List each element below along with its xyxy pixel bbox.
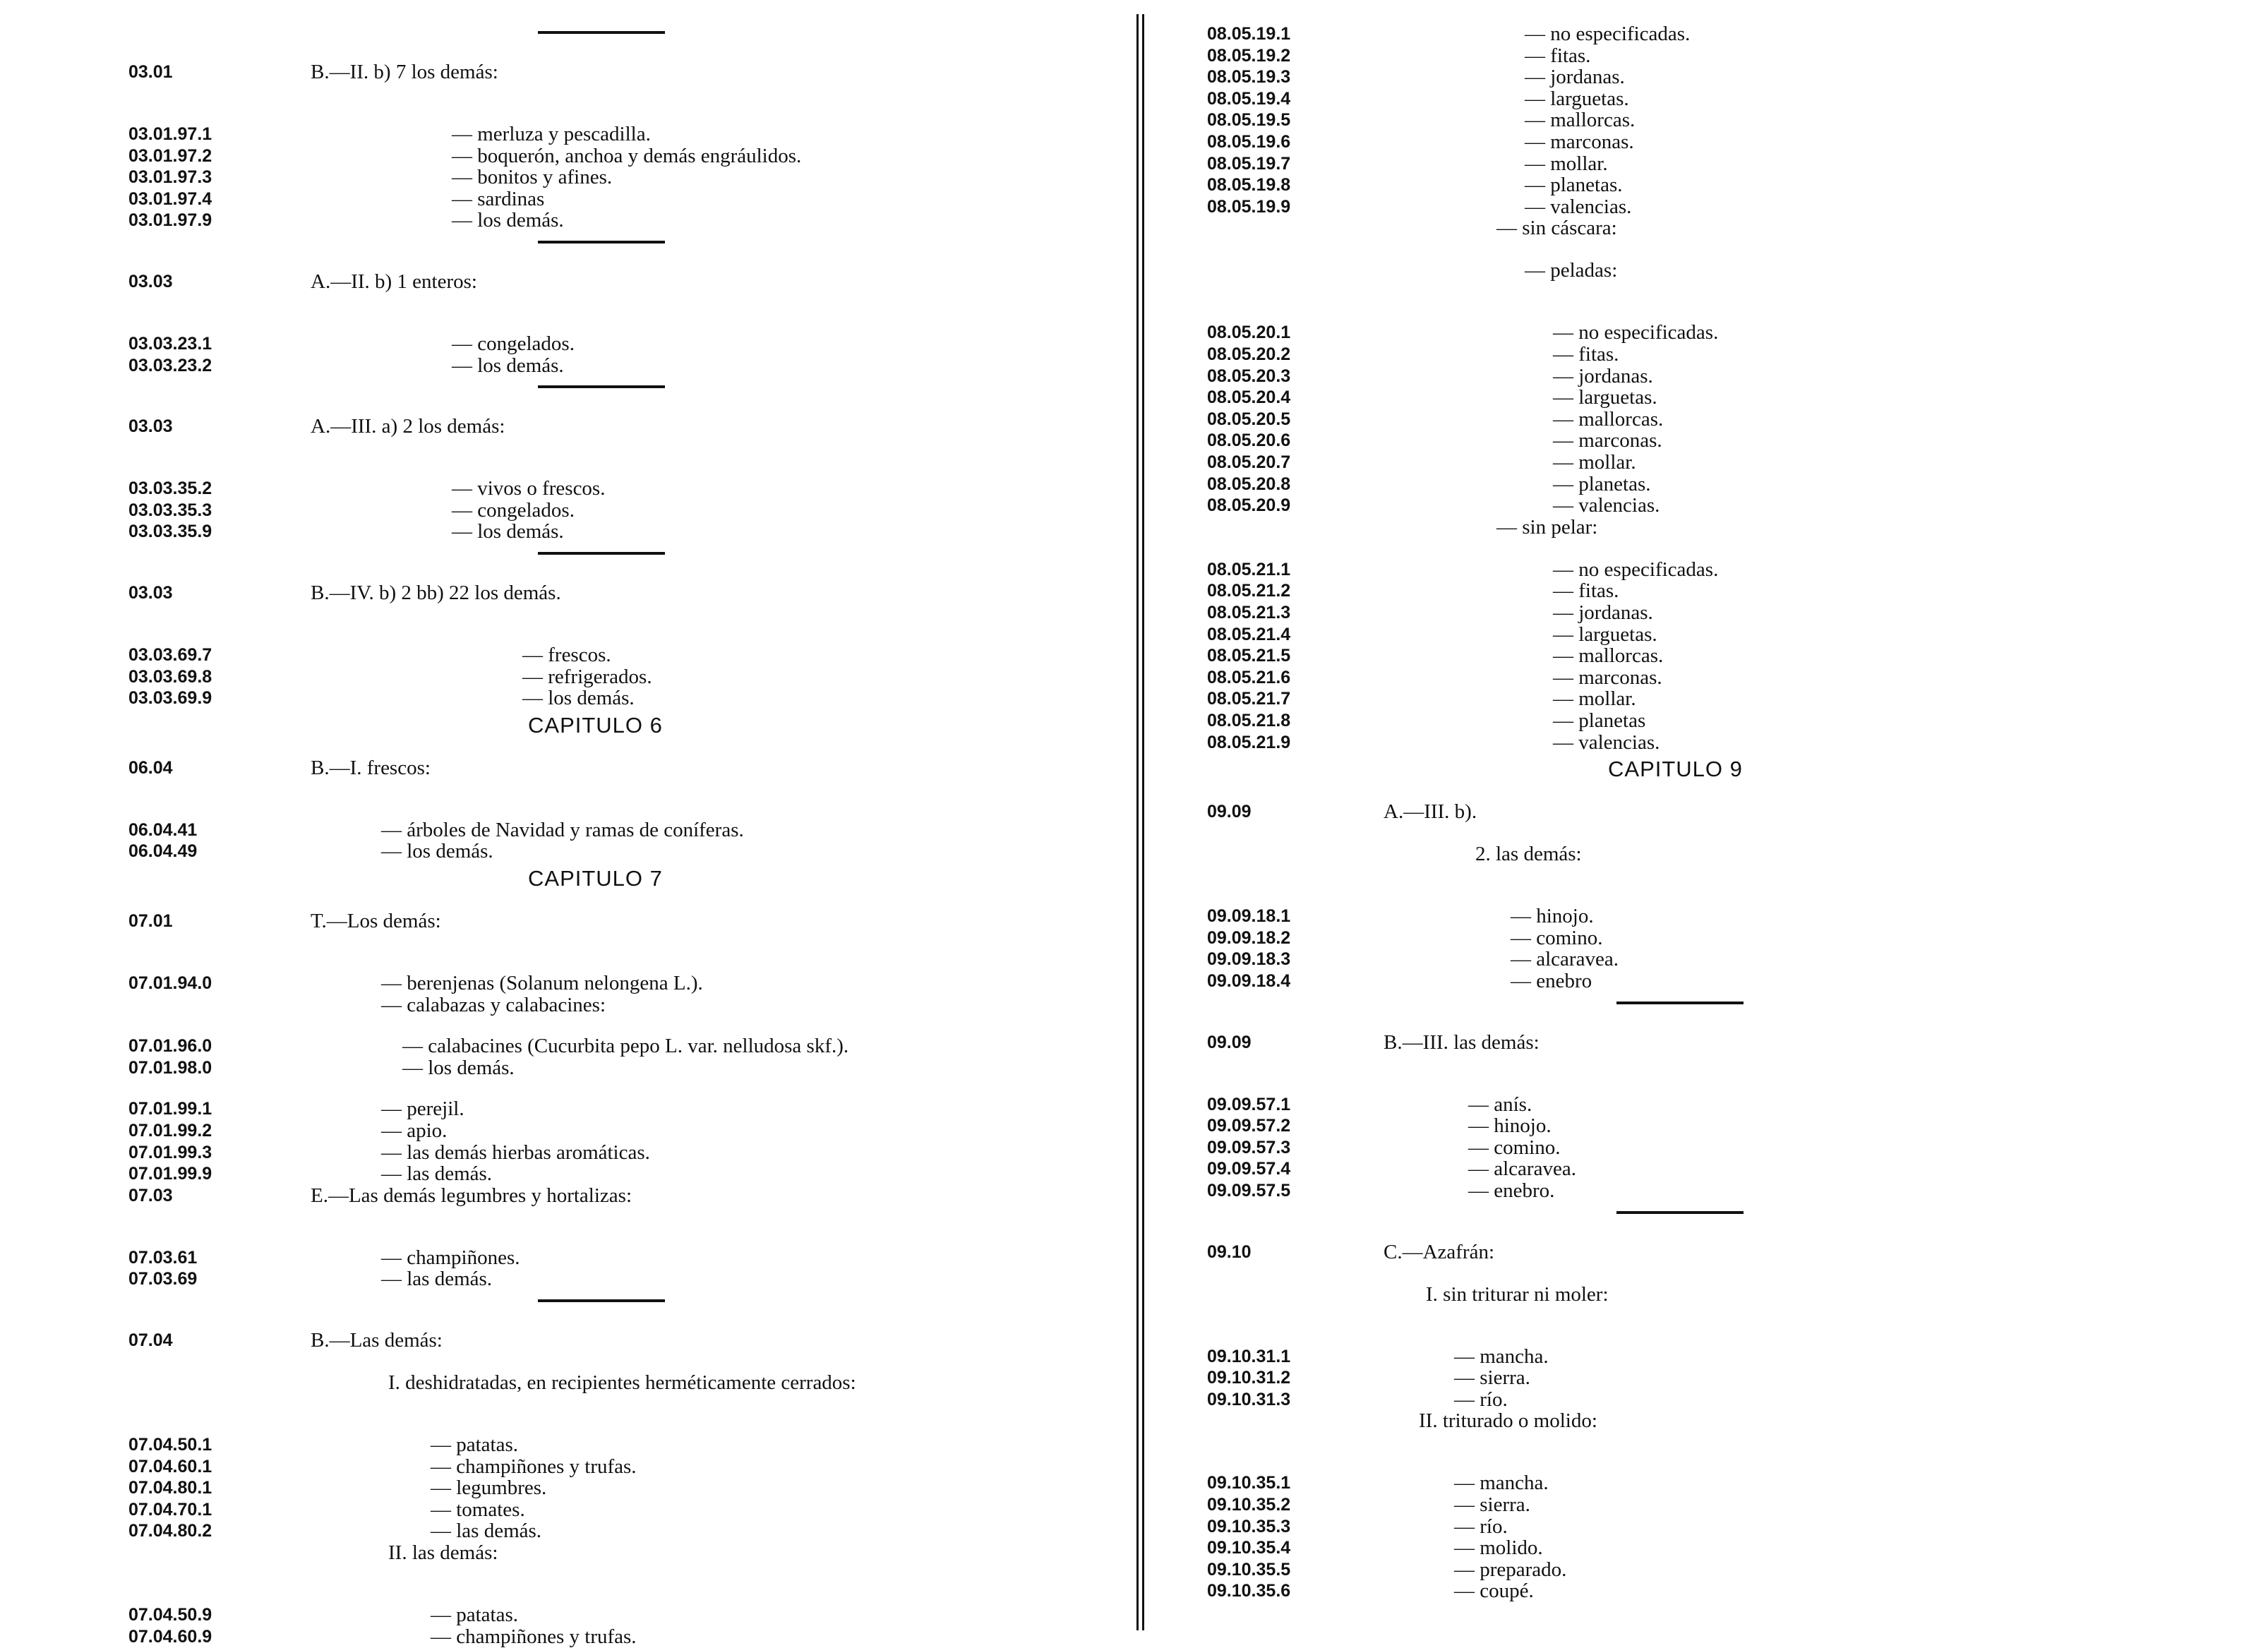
section-heading-text: E.—Las demás legumbres y hortalizas: (311, 1184, 632, 1207)
tariff-description: — los demás. (452, 520, 564, 543)
tariff-line (0, 209, 1129, 231)
tariff-line (1158, 1345, 2268, 1368)
tariff-line (0, 819, 1129, 841)
section-heading-text: T.—Los demás: (311, 910, 441, 932)
tariff-code: 09.09 (1207, 802, 1252, 822)
tariff-code: 03.03.69.7 (128, 645, 212, 665)
tariff-description: — los demás. (522, 687, 635, 710)
tariff-code: 03.01 (128, 62, 173, 82)
tariff-description: — preparado. (1454, 1558, 1567, 1581)
tariff-line (0, 994, 1129, 1016)
tariff-description: — comino. (1511, 926, 1603, 949)
tariff-line (0, 840, 1129, 862)
tariff-code: 09.10.35.1 (1207, 1473, 1291, 1493)
tariff-description: — los demás. (452, 354, 564, 377)
tariff-description: — planetas (1553, 709, 1646, 732)
chapter-heading: CAPITULO 9 (1608, 757, 1743, 782)
tariff-code: 07.04.60.1 (128, 1456, 212, 1476)
section-divider (1616, 1002, 1744, 1004)
tariff-description: — comino. (1468, 1136, 1561, 1159)
tariff-description: — legumbres. (431, 1476, 547, 1500)
tariff-description: — larguetas. (1553, 622, 1657, 646)
section-heading-text: B.—II. b) 7 los demás: (311, 61, 498, 83)
tariff-description: — los demás. (402, 1056, 515, 1079)
tariff-line (0, 1035, 1129, 1057)
tariff-code: 09.09.18.1 (1207, 906, 1291, 927)
tariff-description: — mollar. (1553, 687, 1636, 711)
tariff-code: 07.04 (128, 1330, 173, 1350)
tariff-line (1158, 365, 2268, 387)
chapter-heading: CAPITULO 7 (528, 866, 663, 891)
tariff-line (1158, 1179, 2268, 1202)
tariff-code: 09.10.31.2 (1207, 1368, 1291, 1388)
tariff-code: 03.01.97.1 (128, 124, 212, 144)
tariff-line (1158, 601, 2268, 624)
tariff-code: 03.01.97.3 (128, 167, 212, 188)
tariff-code: 08.05.20.1 (1207, 323, 1291, 343)
tariff-code: 08.05.20.9 (1207, 495, 1291, 516)
tariff-description: — larguetas. (1525, 87, 1629, 110)
tariff-line (1158, 429, 2268, 452)
tariff-description: — sierra. (1454, 1366, 1530, 1390)
tariff-line (1158, 1558, 2268, 1581)
tariff-description: — río. (1454, 1515, 1508, 1538)
tariff-code: 09.10.35.4 (1207, 1538, 1291, 1558)
tariff-code: 08.05.19.1 (1207, 24, 1291, 44)
tariff-code: 09.10.35.6 (1207, 1581, 1291, 1601)
tariff-line (1158, 473, 2268, 495)
tariff-code: 09.10.35.2 (1207, 1495, 1291, 1515)
tariff-code: 07.01.99.2 (128, 1121, 212, 1141)
tariff-code: 08.05.21.6 (1207, 667, 1291, 687)
tariff-description: — jordanas. (1553, 364, 1653, 387)
tariff-code: 08.05.19.2 (1207, 45, 1291, 66)
tariff-line (1158, 1093, 2268, 1116)
tariff-code: 03.01.97.9 (128, 210, 212, 231)
section-heading (0, 582, 1129, 604)
tariff-line (1158, 343, 2268, 366)
tariff-line (0, 354, 1129, 377)
tariff-line (1158, 1580, 2268, 1602)
tariff-description: — merluza y pescadilla. (452, 123, 651, 145)
tariff-line (1158, 709, 2268, 732)
tariff-code: 08.05.21.4 (1207, 624, 1291, 644)
tariff-description: — vivos o frescos. (452, 477, 606, 500)
tariff-description: — las demás. (381, 1162, 493, 1186)
tariff-code: 08.05.20.7 (1207, 452, 1291, 472)
tariff-line (1158, 1536, 2268, 1559)
tariff-line (0, 1162, 1129, 1185)
subsection-heading-text: I. sin triturar ni moler: (1426, 1282, 1609, 1306)
section-heading-text: B.—I. frescos: (311, 756, 431, 779)
tariff-code: 07.04.80.2 (128, 1521, 212, 1541)
tariff-description: — jordanas. (1525, 66, 1625, 89)
tariff-description: — calabacines (Cucurbita pepo L. var. nelludosa skf.). (402, 1035, 849, 1058)
tariff-code: 09.09.57.2 (1207, 1116, 1291, 1136)
tariff-code: 09.09.18.3 (1207, 949, 1291, 970)
subsection-heading-text: — peladas: (1525, 259, 1618, 282)
tariff-line (1158, 731, 2268, 754)
tariff-line (0, 1057, 1129, 1079)
tariff-description: — mallorcas. (1525, 109, 1636, 132)
tariff-description: — sierra. (1454, 1493, 1530, 1516)
subsection-heading-text: — sin cáscara: (1496, 217, 1617, 240)
tariff-line (0, 1604, 1129, 1626)
tariff-description: — fitas. (1525, 44, 1591, 67)
tariff-code: 08.05.20.6 (1207, 431, 1291, 451)
tariff-code: 07.03.69 (128, 1269, 198, 1289)
tariff-line (1158, 174, 2268, 196)
tariff-code: 08.05.21.2 (1207, 581, 1291, 601)
section-heading (1158, 800, 2268, 823)
tariff-line (1158, 666, 2268, 689)
tariff-code: 08.05.19.5 (1207, 110, 1291, 131)
section-heading (0, 757, 1129, 779)
subsection-heading-text: I. deshidratadas, en recipientes herméticamente cerrados: (388, 1371, 856, 1394)
subsection-heading (0, 1371, 1129, 1394)
tariff-line (1158, 948, 2268, 970)
tariff-code: 08.05.20.5 (1207, 409, 1291, 429)
tariff-description: — bonitos y afines. (452, 166, 613, 189)
tariff-description: — valencias. (1553, 730, 1660, 754)
section-heading-text: A.—III. a) 2 los demás: (311, 415, 505, 438)
section-divider (538, 241, 665, 243)
section-heading (0, 1329, 1129, 1352)
subsection-heading (1158, 1409, 2268, 1432)
tariff-description: — mallorcas. (1553, 644, 1664, 668)
tariff-description: — no especificadas. (1553, 321, 1719, 344)
tariff-code: 03.03 (128, 583, 173, 603)
tariff-code: 07.03 (128, 1185, 173, 1205)
tariff-description: — valencias. (1525, 195, 1632, 218)
tariff-description: — alcaravea. (1468, 1157, 1576, 1181)
tariff-code: 08.05.19.3 (1207, 67, 1291, 88)
tariff-description: — los demás. (452, 209, 564, 232)
tariff-code: 08.05.20.4 (1207, 387, 1291, 408)
tariff-description: — anís. (1468, 1093, 1532, 1116)
section-heading (0, 270, 1129, 293)
tariff-line (0, 1520, 1129, 1542)
tariff-line (0, 123, 1129, 145)
tariff-description: — los demás. (381, 840, 493, 863)
tariff-line (1158, 1515, 2268, 1538)
tariff-description: — las demás. (381, 1268, 493, 1291)
subsection-heading (0, 1541, 1129, 1564)
tariff-line (1158, 131, 2268, 153)
tariff-description: — las demás hierbas aromáticas. (381, 1141, 650, 1164)
tariff-line (0, 477, 1129, 500)
tariff-line (1158, 558, 2268, 581)
tariff-line (1158, 152, 2268, 175)
section-heading (1158, 1031, 2268, 1054)
tariff-line (1158, 1493, 2268, 1516)
tariff-code: 06.04.49 (128, 841, 198, 862)
tariff-description: — champiñones y trufas. (431, 1625, 637, 1648)
tariff-code: 07.01 (128, 911, 173, 931)
tariff-line (1158, 623, 2268, 646)
tariff-description: — hinojo. (1511, 905, 1594, 928)
tariff-code: 09.09.57.5 (1207, 1181, 1291, 1201)
subsection-heading (1158, 1283, 2268, 1306)
tariff-code: 09.10.35.5 (1207, 1559, 1291, 1580)
section-heading-text: A.—II. b) 1 enteros: (311, 270, 477, 293)
subsection-heading-text: II. triturado o molido: (1419, 1409, 1597, 1433)
tariff-code: 07.01.94.0 (128, 973, 212, 993)
tariff-description: — coupé. (1454, 1580, 1534, 1603)
subsection-heading (1158, 217, 2268, 239)
subsection-heading (1158, 843, 2268, 865)
tariff-line (0, 1455, 1129, 1478)
section-heading (0, 61, 1129, 83)
subsection-heading-text: — sin pelar: (1496, 515, 1598, 539)
chapter-heading: CAPITULO 6 (528, 712, 663, 738)
tariff-line (1158, 1114, 2268, 1137)
tariff-description: — río. (1454, 1388, 1508, 1411)
tariff-code: 09.09 (1207, 1032, 1252, 1052)
tariff-code: 03.03.35.3 (128, 500, 212, 520)
tariff-code: 07.01.96.0 (128, 1036, 212, 1057)
tariff-code: 03.03.69.9 (128, 688, 212, 709)
tariff-description: — perejil. (381, 1097, 464, 1121)
tariff-line (1158, 1388, 2268, 1411)
tariff-code: 07.01.99.1 (128, 1099, 212, 1119)
tariff-line (0, 332, 1129, 355)
subsection-heading (1158, 516, 2268, 539)
tariff-description: — boquerón, anchoa y demás engráulidos. (452, 144, 802, 167)
tariff-line (0, 188, 1129, 210)
section-divider (538, 552, 665, 555)
tariff-code: 03.03 (128, 272, 173, 291)
subsection-heading-text: II. las demás: (388, 1541, 498, 1564)
tariff-code: 09.09.18.2 (1207, 927, 1291, 948)
tariff-description: — enebro. (1468, 1179, 1555, 1202)
tariff-description: — berenjenas (Solanum nelongena L.). (381, 972, 703, 994)
tariff-line (1158, 109, 2268, 131)
tariff-code: 06.04.41 (128, 819, 198, 840)
tariff-code: 08.05.21.5 (1207, 646, 1291, 666)
section-heading-text: B.—III. las demás: (1384, 1030, 1540, 1054)
tariff-description: — valencias. (1553, 494, 1660, 517)
tariff-description: — champiñones. (381, 1246, 520, 1269)
tariff-code: 09.09.57.3 (1207, 1137, 1291, 1157)
tariff-line (1158, 196, 2268, 218)
tariff-code: 08.05.21.3 (1207, 603, 1291, 622)
tariff-code: 07.01.98.0 (128, 1057, 212, 1078)
tariff-description: — refrigerados. (522, 665, 652, 688)
tariff-description: — mancha. (1454, 1345, 1549, 1368)
tariff-description: — jordanas. (1553, 601, 1653, 624)
tariff-line (0, 666, 1129, 688)
tariff-description: — patatas. (431, 1604, 519, 1626)
tariff-code: 08.05.19.8 (1207, 175, 1291, 196)
tariff-description: — no especificadas. (1525, 23, 1691, 45)
tariff-description: — las demás. (431, 1520, 542, 1543)
tariff-line (1158, 927, 2268, 949)
tariff-description: — congelados. (452, 498, 575, 522)
tariff-description: — tomates. (431, 1498, 525, 1521)
section-divider (538, 1299, 665, 1302)
tariff-description: — marconas. (1553, 429, 1662, 452)
tariff-code: 07.03.61 (128, 1247, 198, 1268)
tariff-line (1158, 66, 2268, 88)
tariff-code: 09.10.31.1 (1207, 1346, 1291, 1366)
tariff-line (1158, 88, 2268, 110)
tariff-description: — congelados. (452, 332, 575, 355)
tariff-line (0, 644, 1129, 666)
tariff-code: 08.05.19.9 (1207, 196, 1291, 217)
tariff-code: 08.05.19.6 (1207, 132, 1291, 152)
tariff-description: — apio. (381, 1119, 448, 1142)
tariff-description: — marconas. (1525, 131, 1634, 153)
tariff-code: 09.09.18.4 (1207, 971, 1291, 991)
tariff-description: — champiñones y trufas. (431, 1455, 637, 1478)
tariff-line (1158, 644, 2268, 667)
tariff-code: 08.05.20.8 (1207, 474, 1291, 494)
tariff-line (1158, 970, 2268, 992)
section-heading-text: C.—Azafrán: (1384, 1240, 1495, 1263)
tariff-description: — frescos. (522, 644, 611, 666)
tariff-description: — calabazas y calabacines: (381, 993, 606, 1016)
subsection-heading-text: 2. las demás: (1475, 843, 1582, 866)
tariff-code: 08.05.20.2 (1207, 344, 1291, 364)
tariff-code: 09.09.57.4 (1207, 1159, 1291, 1179)
tariff-code: 08.05.21.1 (1207, 559, 1291, 579)
tariff-line (0, 1476, 1129, 1499)
tariff-description: — alcaravea. (1511, 948, 1619, 971)
tariff-code: 03.01.97.4 (128, 188, 212, 209)
section-divider (1616, 1211, 1744, 1214)
tariff-description: — patatas. (431, 1433, 519, 1456)
tariff-code: 03.03.69.8 (128, 666, 212, 687)
tariff-description: — molido. (1454, 1536, 1543, 1560)
tariff-description: — mollar. (1553, 451, 1636, 474)
tariff-line (0, 1119, 1129, 1142)
tariff-line (1158, 321, 2268, 344)
tariff-line (1158, 1136, 2268, 1159)
tariff-line (0, 687, 1129, 709)
tariff-line (1158, 1472, 2268, 1494)
tariff-line (0, 972, 1129, 994)
section-heading (0, 415, 1129, 438)
tariff-line (1158, 408, 2268, 431)
section-heading (0, 910, 1129, 932)
tariff-code: 03.01.97.2 (128, 145, 212, 166)
tariff-line (0, 520, 1129, 543)
tariff-description: — mancha. (1454, 1472, 1549, 1495)
tariff-line (0, 145, 1129, 167)
tariff-description: — planetas. (1553, 472, 1651, 495)
tariff-line (0, 1498, 1129, 1521)
tariff-line (0, 1141, 1129, 1164)
tariff-line (0, 1246, 1129, 1269)
tariff-line (0, 1268, 1129, 1290)
tariff-description: — fitas. (1553, 343, 1619, 366)
tariff-line (1158, 386, 2268, 409)
tariff-line (1158, 905, 2268, 927)
tariff-code: 07.04.60.9 (128, 1626, 212, 1647)
tariff-description: — fitas. (1553, 579, 1619, 603)
column-divider (1136, 14, 1139, 1630)
tariff-description: — marconas. (1553, 666, 1662, 689)
tariff-code: 07.04.70.1 (128, 1499, 212, 1520)
tariff-code: 09.10 (1207, 1241, 1252, 1262)
section-divider (538, 385, 665, 388)
tariff-description: — mallorcas. (1553, 407, 1664, 431)
tariff-code: 03.03 (128, 416, 173, 437)
tariff-description: — mollar. (1525, 152, 1608, 175)
tariff-code: 07.01.99.9 (128, 1164, 212, 1184)
section-heading-text: A.—III. b). (1384, 800, 1477, 824)
tariff-line (1158, 44, 2268, 67)
tariff-code: 07.01.99.3 (128, 1142, 212, 1162)
tariff-description: — árboles de Navidad y ramas de coníferas. (381, 818, 744, 841)
tariff-description: — planetas. (1525, 174, 1623, 197)
tariff-code: 08.05.21.9 (1207, 732, 1291, 752)
tariff-code: 07.04.50.9 (128, 1605, 212, 1625)
tariff-line (0, 166, 1129, 188)
tariff-line (1158, 1366, 2268, 1389)
tariff-code: 03.03.35.2 (128, 479, 212, 499)
section-heading (0, 1184, 1129, 1207)
tariff-code: 07.04.80.1 (128, 1478, 212, 1498)
tariff-line (1158, 1157, 2268, 1180)
section-heading-text: B.—IV. b) 2 bb) 22 los demás. (311, 582, 561, 604)
section-heading (1158, 1241, 2268, 1263)
tariff-line (0, 1433, 1129, 1456)
tariff-description: — enebro (1511, 970, 1592, 992)
tariff-line (0, 499, 1129, 522)
tariff-line (0, 1097, 1129, 1120)
tariff-code: 08.05.21.8 (1207, 711, 1291, 730)
tariff-line (1158, 451, 2268, 474)
tariff-description: — sardinas (452, 187, 545, 210)
tariff-code: 08.05.20.3 (1207, 366, 1291, 386)
tariff-code: 09.09.57.1 (1207, 1094, 1291, 1114)
section-heading-text: B.—Las demás: (311, 1329, 443, 1352)
tariff-code: 06.04 (128, 757, 173, 778)
subsection-heading (1158, 259, 2268, 282)
tariff-code: 08.05.21.7 (1207, 689, 1291, 709)
tariff-line (1158, 579, 2268, 602)
tariff-code: 03.03.23.1 (128, 334, 212, 354)
section-divider (538, 31, 665, 34)
tariff-description: — hinojo. (1468, 1114, 1552, 1138)
column-divider (1142, 14, 1144, 1630)
tariff-description: — larguetas. (1553, 386, 1657, 409)
tariff-code: 07.04.50.1 (128, 1435, 212, 1455)
tariff-code: 08.05.19.7 (1207, 153, 1291, 174)
tariff-description: — no especificadas. (1553, 558, 1719, 581)
tariff-code: 03.03.23.2 (128, 355, 212, 375)
tariff-line (1158, 23, 2268, 45)
tariff-line (1158, 494, 2268, 517)
tariff-code: 03.03.35.9 (128, 522, 212, 542)
tariff-line (1158, 687, 2268, 710)
tariff-code: 09.10.31.3 (1207, 1389, 1291, 1409)
tariff-code: 09.10.35.3 (1207, 1516, 1291, 1536)
tariff-code: 08.05.19.4 (1207, 88, 1291, 109)
